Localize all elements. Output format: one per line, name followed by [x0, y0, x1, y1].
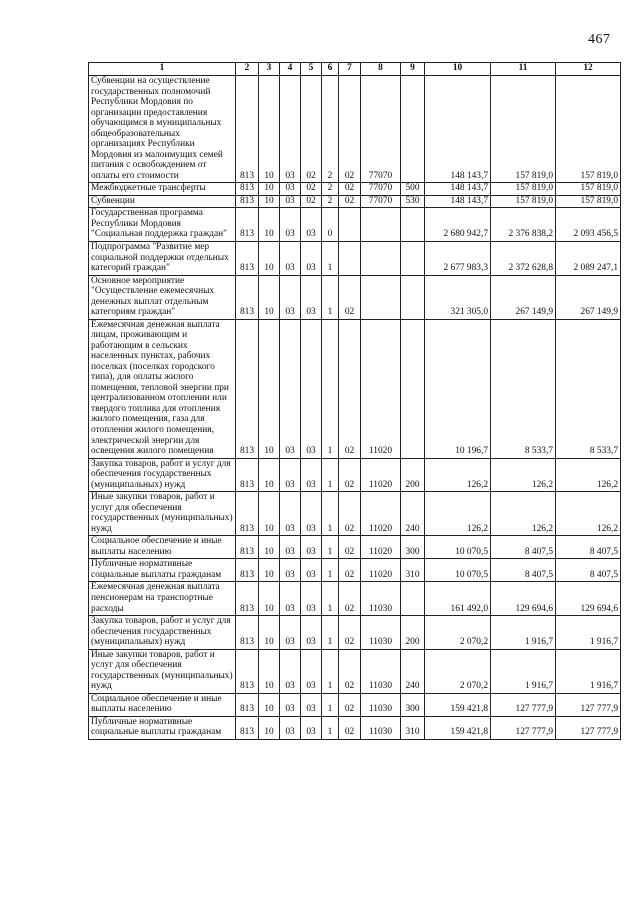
amount-year-3: 126,2 [556, 492, 621, 536]
amount-year-3: 1 916,7 [556, 616, 621, 650]
code-section: 10 [259, 693, 280, 716]
table-row [89, 616, 621, 650]
code-program: 03 [301, 559, 322, 582]
amount-year-1: 126,2 [425, 492, 491, 536]
code-direction: 11020 [361, 492, 401, 536]
code-subsection: 03 [280, 275, 301, 319]
code-subprogram: 1 [322, 582, 339, 616]
amount-year-1: 126,2 [425, 458, 491, 492]
table-row [89, 492, 621, 536]
code-subsection: 03 [280, 458, 301, 492]
code-ministry: 813 [236, 716, 259, 739]
code-ministry: 813 [236, 208, 259, 242]
amount-year-3: 127 777,9 [556, 716, 621, 739]
code-program: 03 [301, 458, 322, 492]
code-section: 10 [259, 536, 280, 559]
code-program: 03 [301, 582, 322, 616]
code-ministry: 813 [236, 559, 259, 582]
amount-year-1: 148 143,7 [425, 183, 491, 196]
code-ministry: 813 [236, 76, 259, 183]
amount-year-1: 321 305,0 [425, 275, 491, 319]
amount-year-1: 148 143,7 [425, 76, 491, 183]
amount-year-2: 129 694,6 [491, 582, 556, 616]
code-expense-type [401, 241, 425, 275]
code-program: 03 [301, 716, 322, 739]
table-row [89, 536, 621, 559]
code-section: 10 [259, 319, 280, 458]
row-name: Государственная программа Республики Мордовия "Социальная поддержка граждан" [89, 208, 236, 242]
table-row [89, 319, 621, 458]
table-row [89, 195, 621, 208]
code-program: 02 [301, 183, 322, 196]
code-activity: 02 [339, 492, 361, 536]
row-name: Закупка товаров, работ и услуг для обеспечения государственных (муниципальных) нужд [89, 616, 236, 650]
amount-year-1: 2 070,2 [425, 616, 491, 650]
row-name: Субвенции [89, 195, 236, 208]
code-direction: 11020 [361, 536, 401, 559]
code-activity: 02 [339, 195, 361, 208]
code-program: 03 [301, 492, 322, 536]
code-subprogram: 1 [322, 559, 339, 582]
code-subprogram: 1 [322, 319, 339, 458]
code-program: 03 [301, 241, 322, 275]
row-name: Основное мероприятие "Осуществление ежемесячных денежных выплат отдельным категориям граждан" [89, 275, 236, 319]
code-activity [339, 208, 361, 242]
row-name: Субвенции на осуществление государственных полномочий Республики Мордовия по организации предоставления обучающимся в муниципальных общеобразовательных организациях Республики Мордовия из малоимущих семей питания с освобождением от оплаты его стоимости [89, 76, 236, 183]
code-ministry: 813 [236, 536, 259, 559]
code-activity [339, 241, 361, 275]
column-header: 6 [322, 63, 339, 76]
amount-year-2: 126,2 [491, 492, 556, 536]
code-subsection: 03 [280, 559, 301, 582]
code-program: 03 [301, 693, 322, 716]
amount-year-3: 129 694,6 [556, 582, 621, 616]
row-name: Подпрограмма "Развитие мер социальной поддержки отдельных категорий граждан" [89, 241, 236, 275]
code-direction: 11020 [361, 458, 401, 492]
table-row [89, 582, 621, 616]
code-subprogram: 1 [322, 241, 339, 275]
amount-year-2: 267 149,9 [491, 275, 556, 319]
code-subprogram: 1 [322, 492, 339, 536]
code-ministry: 813 [236, 458, 259, 492]
code-program: 03 [301, 208, 322, 242]
column-header: 2 [236, 63, 259, 76]
amount-year-1: 148 143,7 [425, 195, 491, 208]
code-subprogram: 1 [322, 693, 339, 716]
code-ministry: 813 [236, 195, 259, 208]
code-program: 03 [301, 319, 322, 458]
code-activity: 02 [339, 559, 361, 582]
code-direction: 77070 [361, 195, 401, 208]
code-section: 10 [259, 76, 280, 183]
code-ministry: 813 [236, 183, 259, 196]
code-subprogram: 2 [322, 76, 339, 183]
amount-year-2: 2 376 838,2 [491, 208, 556, 242]
code-subsection: 03 [280, 208, 301, 242]
code-direction: 11020 [361, 319, 401, 458]
code-activity: 02 [339, 275, 361, 319]
page-number: 467 [588, 32, 611, 47]
row-name: Публичные нормативные социальные выплаты гражданам [89, 716, 236, 739]
code-section: 10 [259, 275, 280, 319]
code-section: 10 [259, 582, 280, 616]
row-name: Ежемесячная денежная выплата лицам, проживающим и работающим в сельских населенных пунктах, рабочих поселках (поселках городского типа), для оплаты жилого помещения, тепловой энергии при централизованном отоплении или твердого топлива для отопления жилого помещения, газа для отопления жилого помещения, электрической энергии для освещения жилого помещения [89, 319, 236, 458]
code-expense-type: 300 [401, 536, 425, 559]
amount-year-2: 157 819,0 [491, 183, 556, 196]
code-direction: 11030 [361, 649, 401, 693]
code-direction: 11030 [361, 582, 401, 616]
amount-year-2: 157 819,0 [491, 76, 556, 183]
amount-year-1: 2 680 942,7 [425, 208, 491, 242]
code-activity: 02 [339, 458, 361, 492]
amount-year-3: 8 407,5 [556, 536, 621, 559]
code-section: 10 [259, 195, 280, 208]
amount-year-3: 157 819,0 [556, 183, 621, 196]
code-section: 10 [259, 559, 280, 582]
code-activity: 02 [339, 76, 361, 183]
table-row [89, 275, 621, 319]
row-name: Закупка товаров, работ и услуг для обеспечения государственных (муниципальных) нужд [89, 458, 236, 492]
code-expense-type [401, 582, 425, 616]
code-subprogram: 1 [322, 716, 339, 739]
code-activity: 02 [339, 582, 361, 616]
code-expense-type [401, 76, 425, 183]
table-row [89, 559, 621, 582]
code-activity: 02 [339, 716, 361, 739]
code-expense-type [401, 208, 425, 242]
column-header: 3 [259, 63, 280, 76]
code-program: 03 [301, 616, 322, 650]
code-expense-type: 300 [401, 693, 425, 716]
amount-year-2: 8 533,7 [491, 319, 556, 458]
amount-year-2: 1 916,7 [491, 649, 556, 693]
code-ministry: 813 [236, 319, 259, 458]
code-section: 10 [259, 241, 280, 275]
code-subsection: 03 [280, 582, 301, 616]
code-subsection: 03 [280, 183, 301, 196]
code-subprogram: 2 [322, 183, 339, 196]
code-subsection: 03 [280, 492, 301, 536]
code-direction: 77070 [361, 183, 401, 196]
amount-year-1: 159 421,8 [425, 693, 491, 716]
code-section: 10 [259, 716, 280, 739]
amount-year-2: 2 372 628,8 [491, 241, 556, 275]
amount-year-2: 126,2 [491, 458, 556, 492]
code-expense-type [401, 319, 425, 458]
code-ministry: 813 [236, 649, 259, 693]
row-name: Межбюджетные трансферты [89, 183, 236, 196]
column-header: 9 [401, 63, 425, 76]
row-name: Социальное обеспечение и иные выплаты населению [89, 693, 236, 716]
code-expense-type: 310 [401, 716, 425, 739]
code-subsection: 03 [280, 716, 301, 739]
row-name: Иные закупки товаров, работ и услуг для обеспечения государственных (муниципальных) нужд [89, 492, 236, 536]
code-direction: 77070 [361, 76, 401, 183]
amount-year-1: 161 492,0 [425, 582, 491, 616]
table-row [89, 76, 621, 183]
code-ministry: 813 [236, 275, 259, 319]
row-name: Социальное обеспечение и иные выплаты населению [89, 536, 236, 559]
column-header: 8 [361, 63, 401, 76]
code-subprogram: 1 [322, 616, 339, 650]
code-subprogram: 0 [322, 208, 339, 242]
amount-year-3: 127 777,9 [556, 693, 621, 716]
code-expense-type: 240 [401, 649, 425, 693]
amount-year-3: 126,2 [556, 458, 621, 492]
amount-year-1: 2 070,2 [425, 649, 491, 693]
code-activity: 02 [339, 536, 361, 559]
code-subsection: 03 [280, 195, 301, 208]
code-activity: 02 [339, 616, 361, 650]
code-direction: 11030 [361, 693, 401, 716]
amount-year-2: 8 407,5 [491, 536, 556, 559]
amount-year-3: 8 407,5 [556, 559, 621, 582]
amount-year-3: 157 819,0 [556, 195, 621, 208]
code-section: 10 [259, 649, 280, 693]
code-activity: 02 [339, 319, 361, 458]
code-direction: 11030 [361, 716, 401, 739]
code-program: 03 [301, 275, 322, 319]
code-direction [361, 275, 401, 319]
code-activity: 02 [339, 693, 361, 716]
code-section: 10 [259, 208, 280, 242]
code-subsection: 03 [280, 616, 301, 650]
code-direction: 11020 [361, 559, 401, 582]
code-ministry: 813 [236, 582, 259, 616]
amount-year-1: 10 070,5 [425, 536, 491, 559]
amount-year-3: 1 916,7 [556, 649, 621, 693]
code-subprogram: 1 [322, 275, 339, 319]
amount-year-3: 2 093 456,5 [556, 208, 621, 242]
amount-year-2: 157 819,0 [491, 195, 556, 208]
code-section: 10 [259, 616, 280, 650]
code-program: 03 [301, 536, 322, 559]
code-program: 02 [301, 76, 322, 183]
code-expense-type: 530 [401, 195, 425, 208]
code-program: 02 [301, 195, 322, 208]
row-name: Иные закупки товаров, работ и услуг для обеспечения государственных (муниципальных) нужд [89, 649, 236, 693]
column-header: 5 [301, 63, 322, 76]
column-header: 11 [491, 63, 556, 76]
table-row [89, 183, 621, 196]
amount-year-1: 10 070,5 [425, 559, 491, 582]
code-subsection: 03 [280, 241, 301, 275]
amount-year-2: 1 916,7 [491, 616, 556, 650]
row-name: Публичные нормативные социальные выплаты гражданам [89, 559, 236, 582]
code-activity: 02 [339, 183, 361, 196]
code-expense-type: 200 [401, 616, 425, 650]
table-row [89, 241, 621, 275]
code-section: 10 [259, 183, 280, 196]
table-row [89, 208, 621, 242]
code-subprogram: 1 [322, 649, 339, 693]
code-expense-type: 310 [401, 559, 425, 582]
amount-year-1: 159 421,8 [425, 716, 491, 739]
amount-year-3: 267 149,9 [556, 275, 621, 319]
code-subsection: 03 [280, 76, 301, 183]
budget-table [88, 62, 621, 740]
code-ministry: 813 [236, 492, 259, 536]
column-header: 7 [339, 63, 361, 76]
amount-year-2: 127 777,9 [491, 693, 556, 716]
code-subsection: 03 [280, 536, 301, 559]
code-expense-type: 200 [401, 458, 425, 492]
column-header: 4 [280, 63, 301, 76]
code-section: 10 [259, 458, 280, 492]
table-row [89, 649, 621, 693]
code-expense-type: 500 [401, 183, 425, 196]
code-program: 03 [301, 649, 322, 693]
amount-year-2: 8 407,5 [491, 559, 556, 582]
code-direction: 11030 [361, 616, 401, 650]
code-activity: 02 [339, 649, 361, 693]
code-direction [361, 241, 401, 275]
code-subprogram: 2 [322, 195, 339, 208]
column-header: 12 [556, 63, 621, 76]
code-direction [361, 208, 401, 242]
amount-year-1: 2 677 983,3 [425, 241, 491, 275]
header-row [89, 63, 621, 76]
table-row [89, 693, 621, 716]
amount-year-3: 8 533,7 [556, 319, 621, 458]
code-expense-type [401, 275, 425, 319]
table-row [89, 716, 621, 739]
code-subsection: 03 [280, 649, 301, 693]
code-subprogram: 1 [322, 458, 339, 492]
code-ministry: 813 [236, 693, 259, 716]
amount-year-1: 10 196,7 [425, 319, 491, 458]
code-subsection: 03 [280, 693, 301, 716]
code-subprogram: 1 [322, 536, 339, 559]
code-section: 10 [259, 492, 280, 536]
column-header: 10 [425, 63, 491, 76]
code-ministry: 813 [236, 616, 259, 650]
code-expense-type: 240 [401, 492, 425, 536]
amount-year-3: 157 819,0 [556, 76, 621, 183]
column-header: 1 [89, 63, 236, 76]
code-subsection: 03 [280, 319, 301, 458]
amount-year-2: 127 777,9 [491, 716, 556, 739]
code-ministry: 813 [236, 241, 259, 275]
table-row [89, 458, 621, 492]
amount-year-3: 2 089 247,1 [556, 241, 621, 275]
row-name: Ежемесячная денежная выплата пенсионерам на транспортные расходы [89, 582, 236, 616]
